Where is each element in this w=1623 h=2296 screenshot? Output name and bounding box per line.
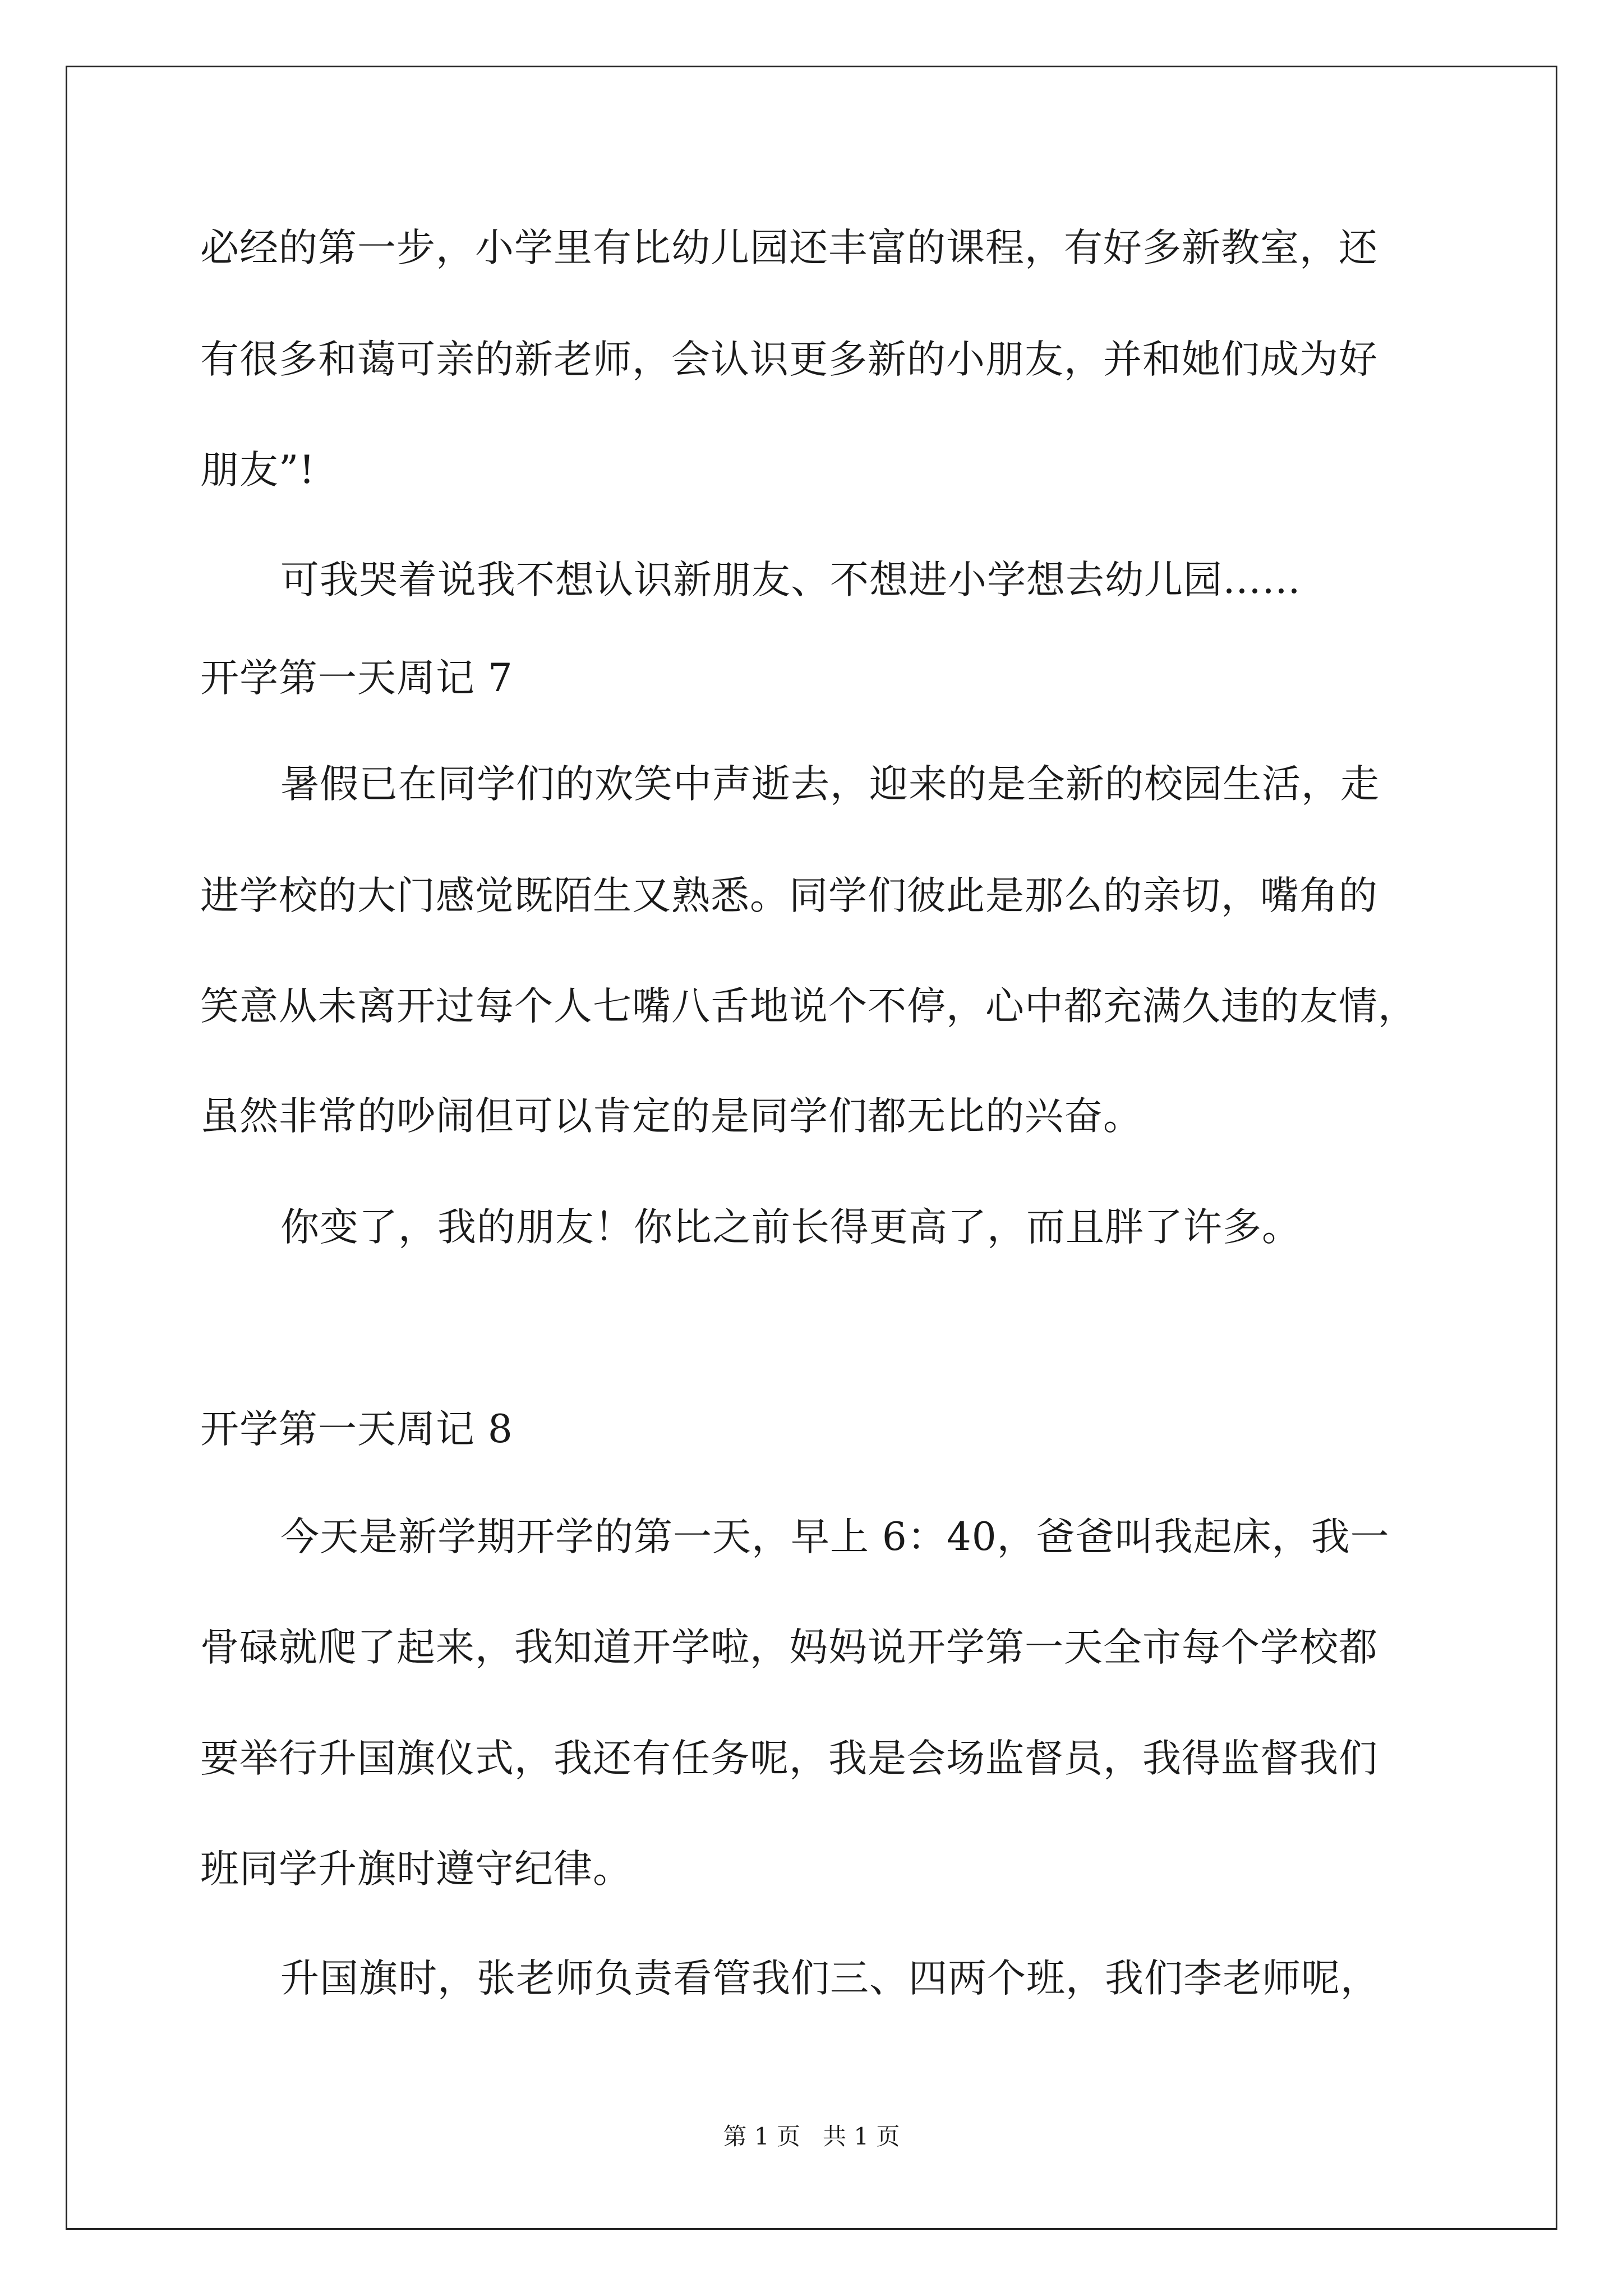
body-text-line: 必经的第一步，小学里有比幼儿园还丰富的课程，有好多新教室，还 <box>200 226 1378 270</box>
body-text-line: 骨碌就爬了起来，我知道开学啦，妈妈说开学第一天全市每个学校都 <box>200 1625 1378 1670</box>
body-text-line: 进学校的大门感觉既陌生又熟悉。同学们彼此是那么的亲切，嘴角的 <box>200 873 1378 918</box>
page-footer: 第 1 页 共 1 页 <box>723 2123 900 2150</box>
body-text-line: 今天是新学期开学的第一天，早上 6：40，爸爸叫我起床，我一 <box>280 1515 1390 1559</box>
body-text-line: 可我哭着说我不想认识新朋友、不想进小学想去幼儿园…… <box>280 558 1301 602</box>
body-text-line: 笑意从未离开过每个人七嘴八舌地说个不停，心中都充满久违的友情， <box>200 984 1417 1029</box>
body-text-line: 有很多和蔼可亲的新老师，会认识更多新的小朋友，并和她们成为好 <box>200 337 1378 382</box>
body-text-line: 班同学升旗时遵守纪律。 <box>200 1847 632 1892</box>
body-text-line: 暑假已在同学们的欢笑中声逝去，迎来的是全新的校园生活，走 <box>280 762 1380 807</box>
section-heading: 开学第一天周记 8 <box>200 1407 513 1452</box>
section-heading: 开学第一天周记 7 <box>200 656 513 701</box>
page-border <box>66 66 1557 2230</box>
body-text-line: 要举行升国旗仪式，我还有任务呢，我是会场监督员，我得监督我们 <box>200 1736 1378 1781</box>
body-text-line: 朋友”! <box>200 448 316 493</box>
body-text-line: 虽然非常的吵闹但可以肯定的是同学们都无比的兴奋。 <box>200 1094 1142 1139</box>
body-text-line: 你变了，我的朋友！你比之前长得更高了，而且胖了许多。 <box>280 1205 1301 1250</box>
body-text-line: 升国旗时，张老师负责看管我们三、四两个班，我们李老师呢， <box>280 1956 1380 2001</box>
